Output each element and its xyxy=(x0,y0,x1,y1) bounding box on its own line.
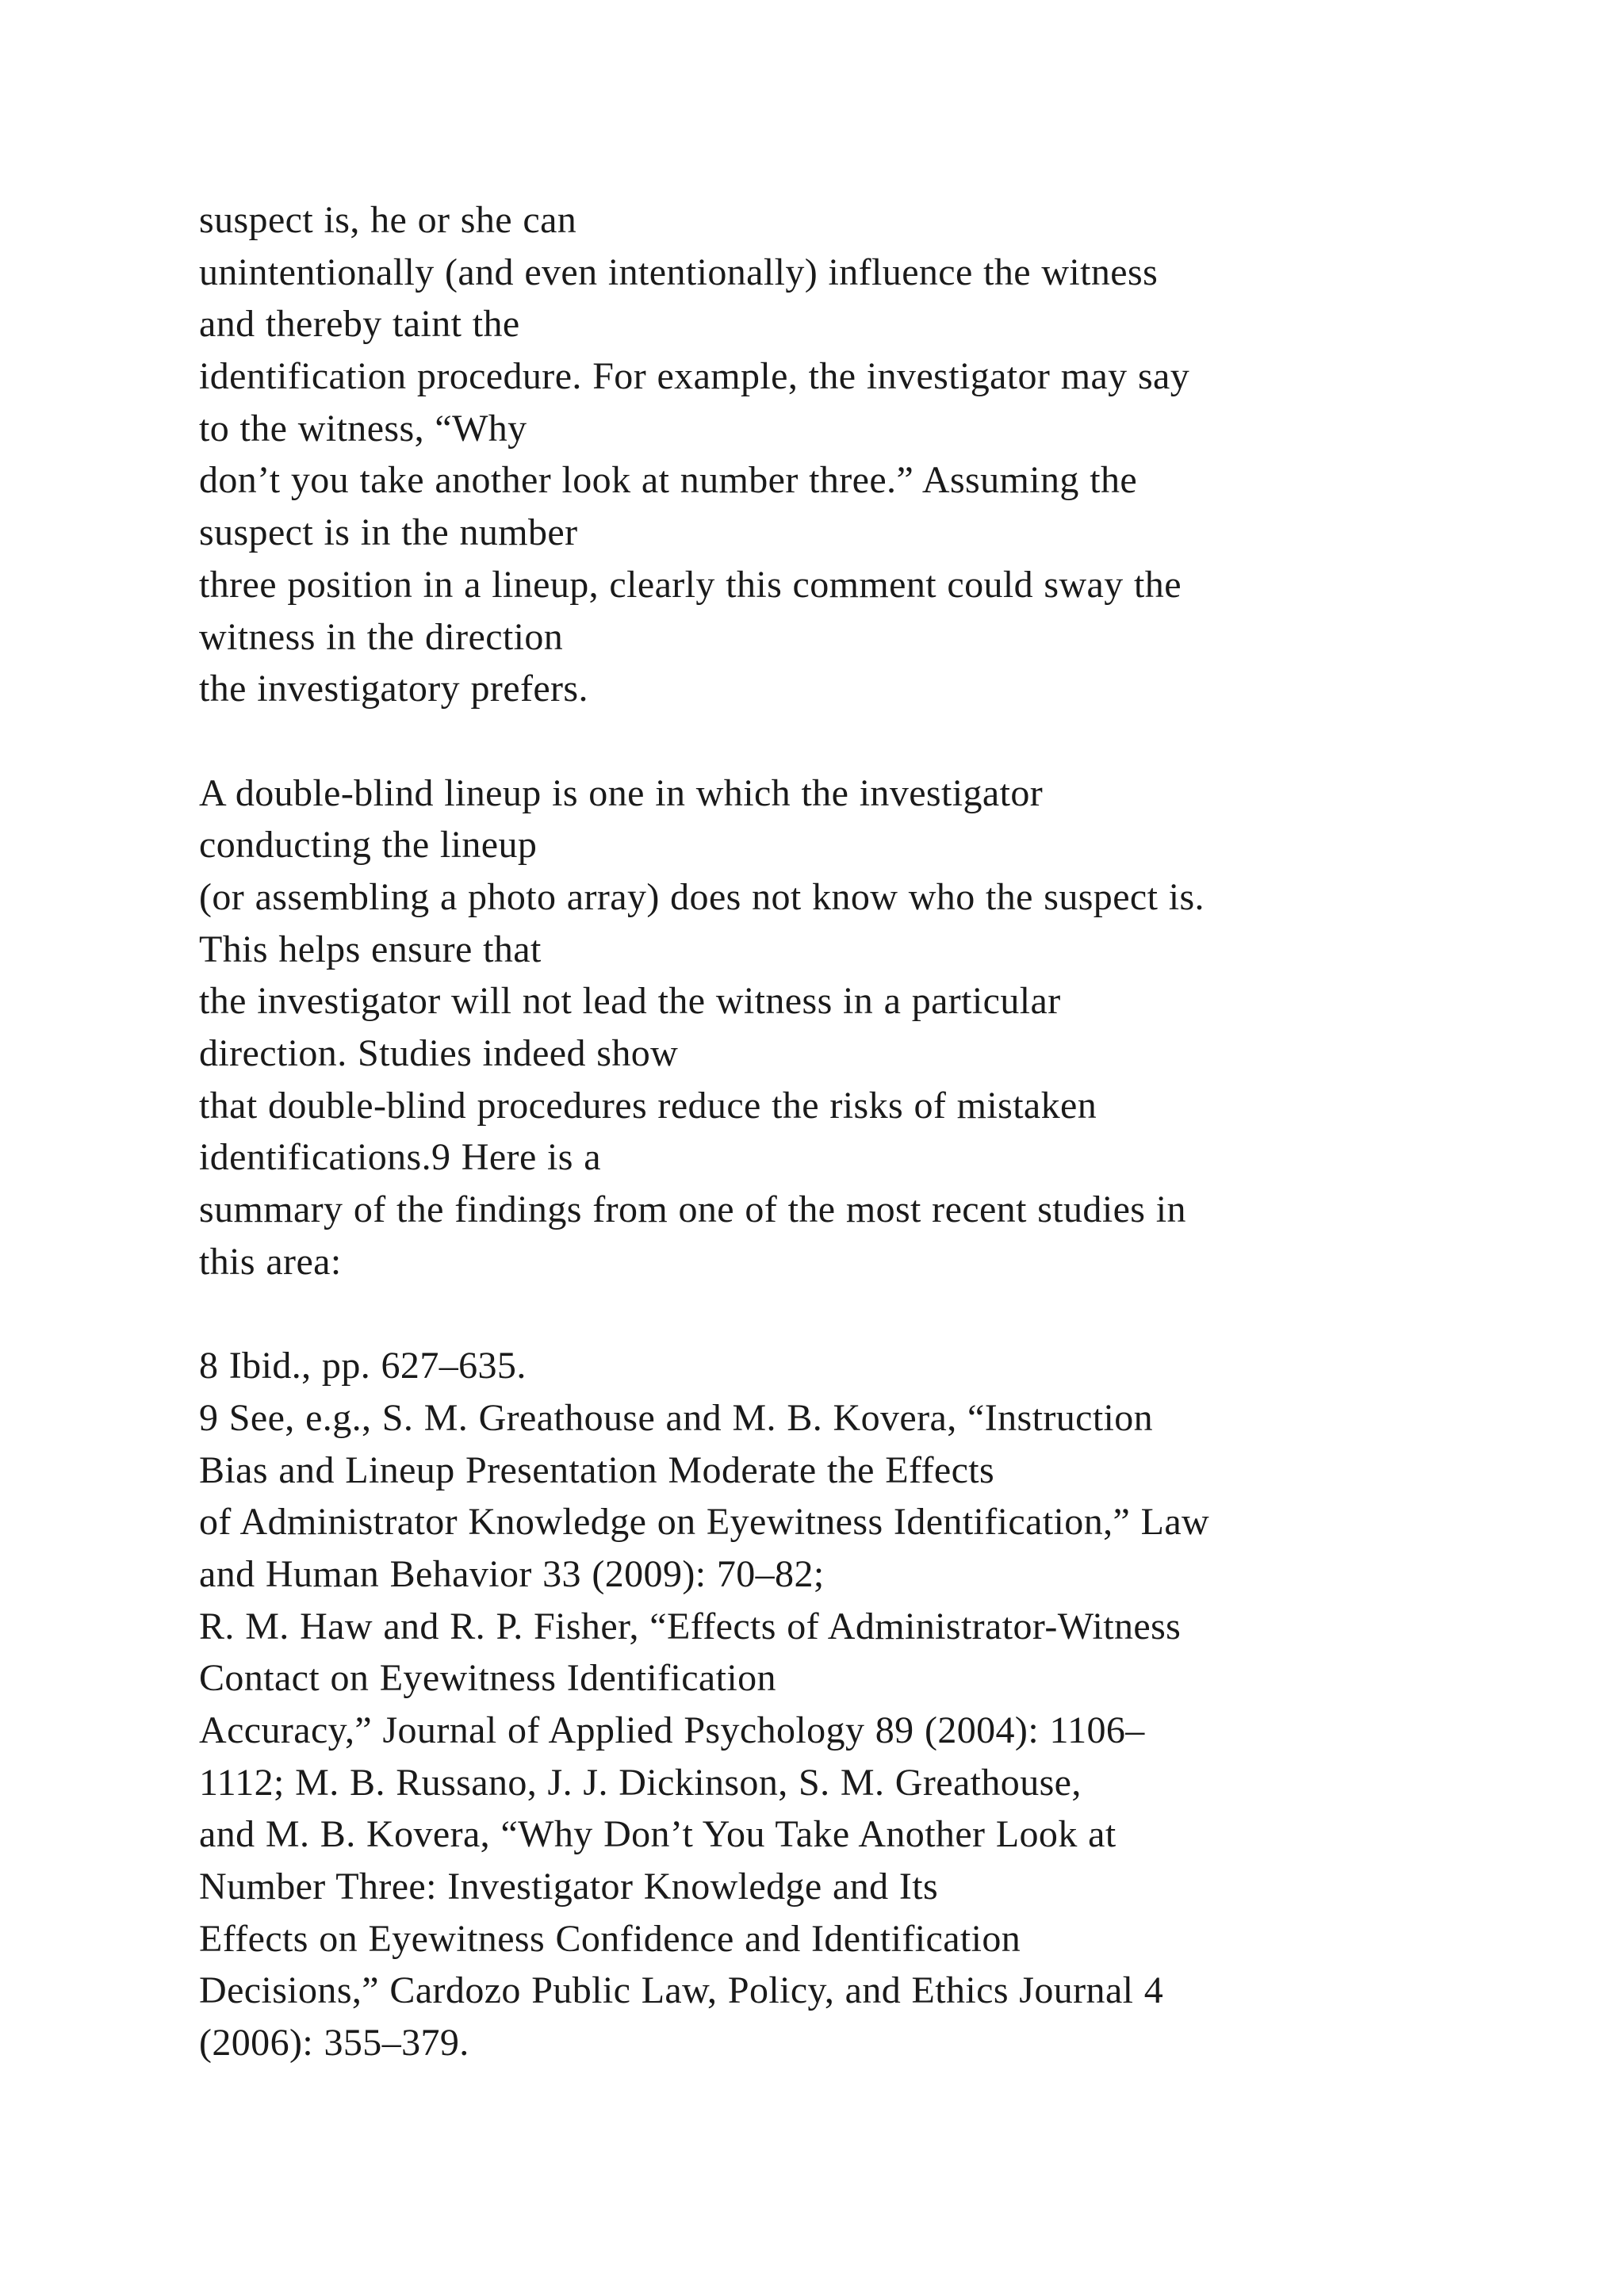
footnote-line: Decisions,” Cardozo Public Law, Policy, and Ethics Journal 4 xyxy=(199,1969,1164,2012)
text-line: identifications.9 Here is a xyxy=(199,1136,601,1179)
text-line: (or assembling a photo array) does not know who the suspect is. xyxy=(199,875,1205,918)
text-line: don’t you take another look at number three.” Assuming the xyxy=(199,459,1138,502)
text-line: conducting the lineup xyxy=(199,824,538,867)
text-line: the investigator will not lead the witness in a particular xyxy=(199,980,1061,1023)
text-line: identification procedure. For example, the investigator may say xyxy=(199,355,1190,398)
text-line: suspect is in the number xyxy=(199,511,578,554)
text-line: the investigatory prefers. xyxy=(199,668,588,710)
text-line: suspect is, he or she can xyxy=(199,199,577,241)
paragraph-gap xyxy=(199,715,1547,767)
footnote-line: 1112; M. B. Russano, J. J. Dickinson, S. M. Greathouse, xyxy=(199,1761,1082,1804)
text-line: direction. Studies indeed show xyxy=(199,1032,679,1074)
footnote-line: and M. B. Kovera, “Why Don’t You Take Another Look at xyxy=(199,1813,1116,1856)
footnote-line: R. M. Haw and R. P. Fisher, “Effects of Administrator-Witness xyxy=(199,1605,1182,1647)
footnote-line: of Administrator Knowledge on Eyewitness Identification,” Law xyxy=(199,1501,1210,1544)
document-text xyxy=(199,194,1547,2069)
footnote-line: Contact on Eyewitness Identification xyxy=(199,1657,776,1700)
text-line: to the witness, “Why xyxy=(199,407,527,450)
text-line: unintentionally (and even intentionally) influence the witness xyxy=(199,251,1159,293)
footnote-line: Accuracy,” Journal of Applied Psychology 89 (2004): 1106– xyxy=(199,1709,1145,1751)
paragraph-2 xyxy=(199,767,1547,1288)
footnote-line: and Human Behavior 33 (2009): 70–82; xyxy=(199,1552,825,1595)
footnote-line: Effects on Eyewitness Confidence and Identification xyxy=(199,1917,1021,1960)
footnote-line: Bias and Lineup Presentation Moderate the Effects xyxy=(199,1448,995,1491)
footnote-line: 8 Ibid., pp. 627–635. xyxy=(199,1345,527,1387)
text-line: This helps ensure that xyxy=(199,928,542,970)
text-line: this area: xyxy=(199,1240,342,1283)
footnote-line: 9 See, e.g., S. M. Greathouse and M. B. Kovera, “Instruction xyxy=(199,1396,1154,1439)
text-line: A double-blind lineup is one in which the investigator xyxy=(199,771,1044,814)
text-line: three position in a lineup, clearly this comment could sway the xyxy=(199,563,1182,606)
footnotes xyxy=(199,1340,1547,2069)
text-line: and thereby taint the xyxy=(199,303,520,346)
paragraph-gap xyxy=(199,1288,1547,1340)
paragraph-1 xyxy=(199,194,1547,715)
text-line: that double-blind procedures reduce the risks of mistaken xyxy=(199,1084,1097,1127)
text-line: witness in the direction xyxy=(199,615,564,658)
footnote-line: Number Three: Investigator Knowledge and Its xyxy=(199,1866,939,1908)
text-line: summary of the findings from one of the most recent studies in xyxy=(199,1188,1186,1231)
footnote-line: (2006): 355–379. xyxy=(199,2022,469,2064)
